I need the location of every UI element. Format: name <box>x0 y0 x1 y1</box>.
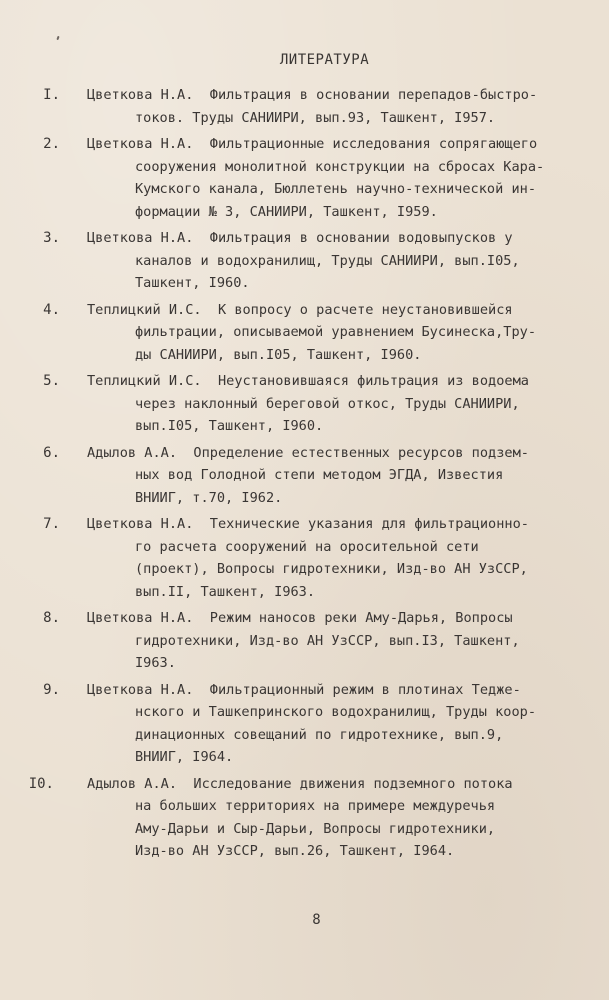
reference-line: Адылов А.А. Исследование движения подземного потока <box>87 775 513 792</box>
reference-line: нского и Ташкепринского водохранилищ, Труды коор- <box>135 704 537 720</box>
reference-number: I. <box>43 87 60 103</box>
reference-line: ВНИИГ, т.70, I962. <box>135 489 283 506</box>
reference-item-7 <box>0 513 609 603</box>
reference-line: Цветкова Н.А. Фильтрация в основании перепадов-быстро- <box>87 87 538 103</box>
reference-item-10 <box>0 773 609 863</box>
reference-line: формации № 3, САНИИРИ, Ташкент, I959. <box>135 203 438 220</box>
reference-line: Цветкова Н.А. Технические указания для фильтрационно- <box>87 516 529 532</box>
reference-item-1 <box>0 84 609 129</box>
reference-line: динационных совещаний по гидротехнике, вып.9, <box>135 726 504 743</box>
reference-line: Аму-Дарьи и Сыр-Дарьи, Вопросы гидротехники, <box>135 820 496 837</box>
reference-line: через наклонный береговой откос, Труды САНИИРИ, <box>135 395 520 412</box>
reference-number: 8. <box>43 610 60 626</box>
reference-number: 6. <box>43 444 60 461</box>
reference-line: ды САНИИРИ, вып.I05, Ташкент, I960. <box>135 346 422 363</box>
reference-number: 3. <box>43 230 60 246</box>
reference-number: 4. <box>43 301 60 318</box>
reference-number: 9. <box>43 681 60 698</box>
reference-item-4 <box>0 299 609 367</box>
reference-item-9 <box>0 679 609 769</box>
reference-line: Теплицкий И.С. К вопросу о расчете неустановившейся <box>87 301 513 318</box>
reference-item-6 <box>0 442 609 510</box>
reference-line: Цветкова Н.А. Фильтрация в основании водовыпусков у <box>87 230 513 246</box>
reference-line: вып.I05, Ташкент, I960. <box>135 418 324 434</box>
reference-number: I0. <box>28 775 54 792</box>
reference-list <box>0 84 609 867</box>
reference-line: на больших территориях на примере междуречья <box>135 798 496 814</box>
reference-item-8 <box>0 607 609 675</box>
reference-number: 5. <box>43 373 60 389</box>
page-title: ЛИТЕРАТУРА <box>279 52 370 68</box>
reference-line: Цветкова Н.А. Фильтрационные исследования сопрягающего <box>87 136 538 152</box>
reference-item-3 <box>0 227 609 295</box>
reference-item-5 <box>0 370 609 438</box>
reference-number: 2. <box>43 136 60 152</box>
reference-item-2 <box>0 133 609 223</box>
reference-line: Изд-во АН УзССР, вып.26, Ташкент, I964. <box>135 843 455 859</box>
reference-line: (проект), Вопросы гидротехники, Изд-во АН УзССР, <box>135 561 528 577</box>
paper-speck <box>56 36 59 40</box>
page-number: 8 <box>312 912 321 928</box>
reference-line: Кумского канала, Бюллетень научно-технической ин- <box>135 181 537 197</box>
reference-line: токов. Труды САНИИРИ, вып.93, Ташкент, I957. <box>135 109 496 126</box>
reference-line: Адылов А.А. Определение естественных ресурсов подзем- <box>87 444 529 461</box>
reference-line: ВНИИГ, I964. <box>135 749 234 765</box>
reference-line: го расчета сооружений на оросительной сети <box>135 538 479 555</box>
reference-line: Цветкова Н.А. Режим наносов реки Аму-Дарья, Вопросы <box>87 610 513 626</box>
reference-number: 7. <box>43 516 60 532</box>
reference-line: каналов и водохранилищ, Труды САНИИРИ, вып.I05, <box>135 252 520 269</box>
reference-line: Ташкент, I960. <box>135 275 250 291</box>
reference-line: вып.II, Ташкент, I963. <box>135 583 316 600</box>
reference-line: Цветкова Н.А. Фильтрационный режим в плотинах Тедже- <box>87 681 521 698</box>
reference-line: Теплицкий И.С. Неустановившаяся фильтрация из водоема <box>87 373 529 389</box>
reference-line: гидротехники, Изд-во АН УзССР, вып.I3, Ташкент, <box>135 632 520 649</box>
reference-line: сооружения монолитной конструкции на сбросах Кара- <box>135 158 545 175</box>
reference-line: ных вод Голодной степи методом ЭГДА, Известия <box>135 467 504 483</box>
reference-line: фильтрации, описываемой уравнением Бусинеска,Тру- <box>135 324 537 340</box>
reference-line: I963. <box>135 655 176 671</box>
